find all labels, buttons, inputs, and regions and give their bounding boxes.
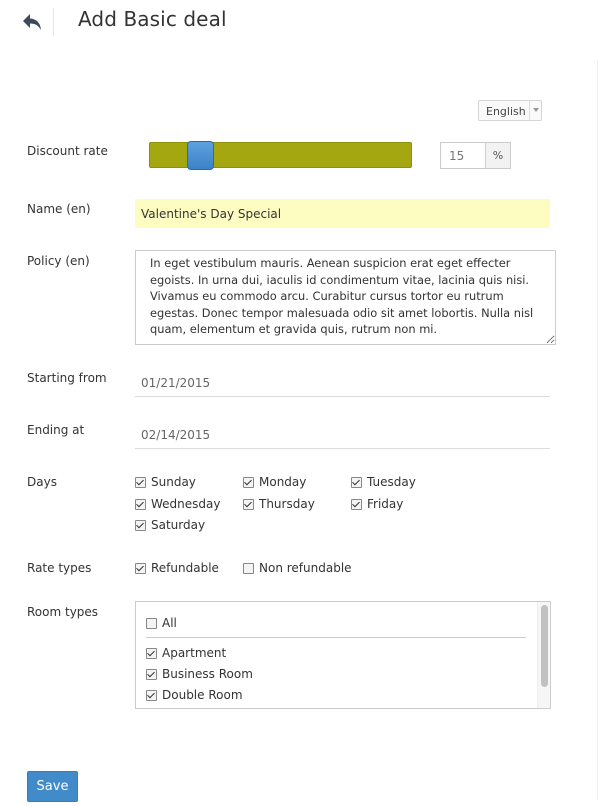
checkbox[interactable]: [135, 499, 146, 510]
checkbox[interactable]: [243, 499, 254, 510]
policy-textarea[interactable]: [135, 250, 556, 345]
ending-at-input[interactable]: [135, 422, 550, 449]
room-list-scrollbar[interactable]: [541, 605, 548, 687]
name-input[interactable]: [135, 199, 550, 228]
rate-checkbox-refundable[interactable]: [135, 561, 219, 575]
room-list-divider: [146, 637, 526, 638]
checkbox[interactable]: [243, 477, 254, 488]
starting-from-label: Starting from: [27, 371, 107, 385]
page-title: Add Basic deal: [78, 7, 227, 31]
room-checkbox-double-room[interactable]: [146, 688, 243, 702]
language-select[interactable]: [478, 100, 542, 121]
page-edge-line: [597, 60, 598, 800]
room-checkbox-apartment[interactable]: [146, 646, 226, 660]
chevron-down-icon: [533, 108, 539, 112]
checkbox-label: All: [162, 616, 177, 630]
checkbox[interactable]: [135, 563, 146, 574]
rate-types-label: Rate types: [27, 561, 92, 575]
checkbox-label: Wednesday: [151, 497, 221, 511]
rate-checkbox-non-refundable[interactable]: [243, 561, 352, 575]
discount-rate-input[interactable]: [440, 142, 486, 169]
name-label: Name (en): [27, 202, 91, 216]
day-checkbox-wednesday[interactable]: [135, 497, 220, 511]
day-checkbox-monday[interactable]: [243, 475, 306, 489]
checkbox-label: Apartment: [162, 646, 227, 660]
room-checkbox-all[interactable]: [146, 616, 177, 630]
language-select-separator: [529, 101, 530, 120]
ending-at-label: Ending at: [27, 423, 85, 437]
language-select-value: English: [486, 105, 526, 118]
checkbox[interactable]: [135, 520, 146, 531]
policy-label: Policy (en): [27, 254, 90, 268]
reply-arrow-icon: [20, 10, 46, 34]
checkbox-label: Friday: [367, 497, 404, 511]
checkbox-label: Non refundable: [259, 561, 352, 575]
checkbox[interactable]: [146, 618, 157, 629]
checkbox-label: Double Room: [162, 688, 243, 702]
day-checkbox-thursday[interactable]: [243, 497, 315, 511]
checkbox[interactable]: [146, 669, 157, 680]
back-button[interactable]: [20, 10, 46, 34]
checkbox-label: Business Room: [162, 667, 253, 681]
discount-rate-slider[interactable]: [149, 142, 412, 168]
checkbox[interactable]: [146, 690, 157, 701]
save-button[interactable]: Save: [27, 771, 78, 802]
checkbox[interactable]: [351, 477, 362, 488]
checkbox[interactable]: [135, 477, 146, 488]
slider-handle[interactable]: [187, 141, 214, 170]
checkbox-label: Refundable: [151, 561, 219, 575]
room-types-label: Room types: [27, 605, 99, 619]
starting-from-input[interactable]: [135, 370, 550, 397]
day-checkbox-sunday[interactable]: [135, 475, 196, 489]
checkbox[interactable]: [243, 563, 254, 574]
header-divider: [53, 8, 54, 36]
checkbox-label: Sunday: [151, 475, 196, 489]
day-checkbox-friday[interactable]: [351, 497, 403, 511]
room-checkbox-business-room[interactable]: [146, 667, 253, 681]
checkbox[interactable]: [146, 648, 157, 659]
room-types-list[interactable]: [135, 601, 551, 709]
day-checkbox-saturday[interactable]: [135, 518, 205, 532]
checkbox-label: Saturday: [151, 518, 206, 532]
checkbox-label: Thursday: [259, 497, 315, 511]
days-label: Days: [27, 475, 57, 489]
checkbox-label: Tuesday: [367, 475, 416, 489]
percent-addon: %: [485, 142, 511, 169]
discount-rate-label: Discount rate: [27, 144, 108, 158]
checkbox[interactable]: [351, 499, 362, 510]
checkbox-label: Monday: [259, 475, 307, 489]
day-checkbox-tuesday[interactable]: [351, 475, 416, 489]
